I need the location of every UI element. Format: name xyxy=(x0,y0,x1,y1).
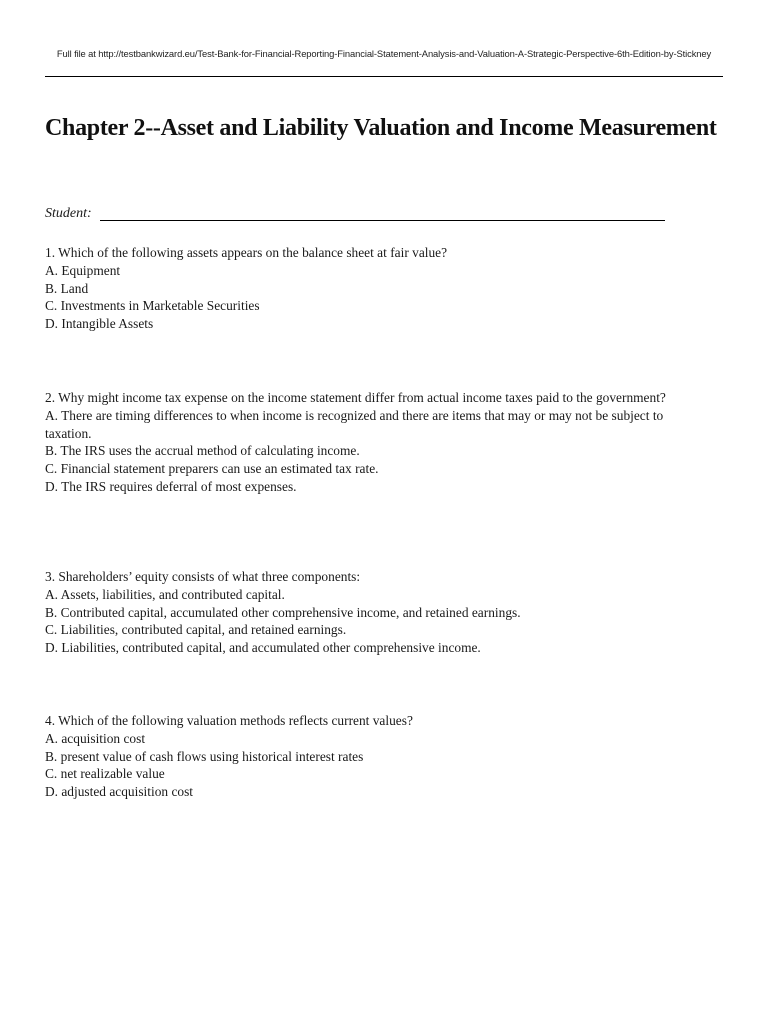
student-name-blank xyxy=(100,220,665,221)
header-divider xyxy=(45,76,723,77)
answer-option-c: C. Investments in Marketable Securities xyxy=(45,298,260,314)
question-stem: 1. Which of the following assets appears on the balance sheet at fair value? xyxy=(45,245,448,260)
question-2 xyxy=(45,389,705,496)
question-stem: 3. Shareholders’ equity consists of what three components: xyxy=(45,569,361,584)
answer-option-d: D. The IRS requires deferral of most expenses. xyxy=(45,478,297,494)
answer-option-b: B. present value of cash flows using historical interest rates xyxy=(45,748,364,764)
answer-option-b: B. Land xyxy=(45,280,89,296)
answer-option-d: D. Liabilities, contributed capital, and accumulated other comprehensive income. xyxy=(45,640,481,656)
answer-option-a: A. There are timing differences to when income is recognized and there are items that may or may not be subject to taxation. xyxy=(45,407,664,441)
answer-option-c: C. Liabilities, contributed capital, and retained earnings. xyxy=(45,622,347,638)
question-stem: 4. Which of the following valuation methods reflects current values? xyxy=(45,713,413,728)
question-3 xyxy=(45,568,705,657)
student-name-row xyxy=(45,205,665,225)
chapter-title: Chapter 2--Asset and Liability Valuation and Income Measurement xyxy=(45,115,717,141)
answer-option-a: A. Equipment xyxy=(45,262,121,278)
answer-option-b: B. The IRS uses the accrual method of calculating income. xyxy=(45,443,360,459)
student-label: Student: xyxy=(45,206,92,221)
answer-option-d: D. Intangible Assets xyxy=(45,316,154,332)
answer-option-a: A. acquisition cost xyxy=(45,730,146,746)
question-4 xyxy=(45,712,705,801)
answer-option-c: C. Financial statement preparers can use an estimated tax rate. xyxy=(45,461,379,477)
source-url-header: Full file at http://testbankwizard.eu/Test-Bank-for-Financial-Reporting-Financial-Statement-Analysis-and-Valuation-A-Strategic-Perspective-6th-Edition-by-Stickney xyxy=(56,48,712,59)
answer-option-c: C. net realizable value xyxy=(45,766,165,782)
answer-option-d: D. adjusted acquisition cost xyxy=(45,784,194,800)
question-1 xyxy=(45,244,705,333)
answer-option-b: B. Contributed capital, accumulated other comprehensive income, and retained earnings. xyxy=(45,604,521,620)
question-stem: 2. Why might income tax expense on the income statement differ from actual income taxes paid to the government? xyxy=(45,390,666,405)
answer-option-a: A. Assets, liabilities, and contributed capital. xyxy=(45,586,285,602)
